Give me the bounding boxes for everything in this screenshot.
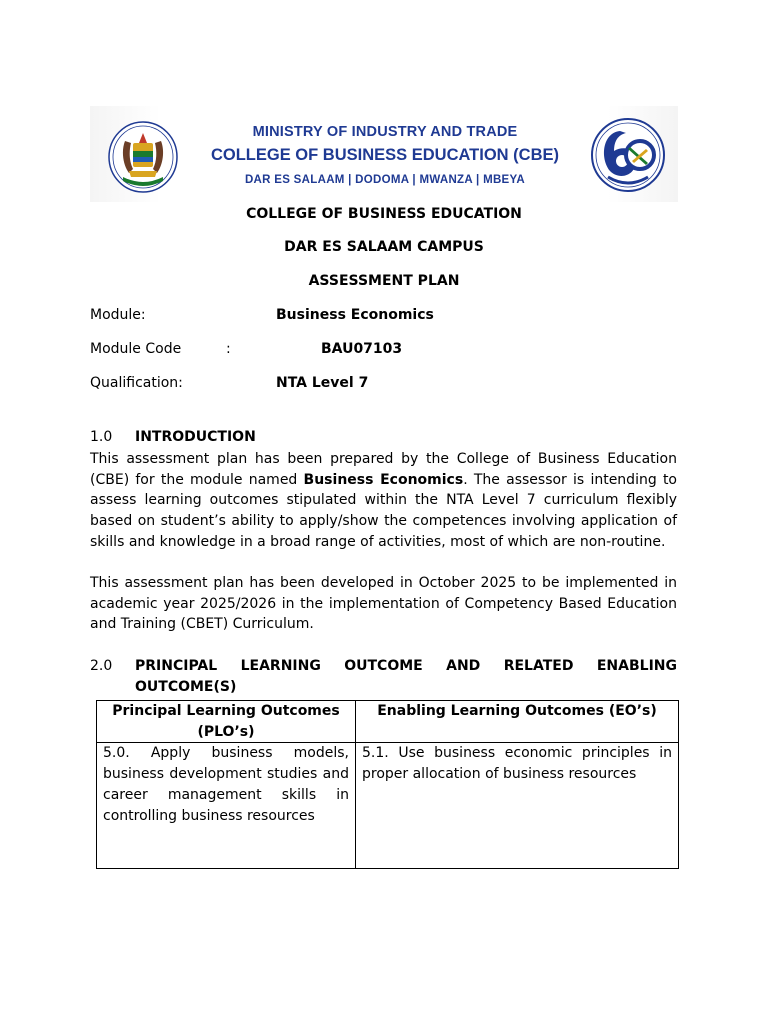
- eo-cell: 5.1. Use business economic principles in proper allocation of business resources: [356, 743, 679, 869]
- learning-outcomes-table: [96, 700, 679, 869]
- module-value: Business Economics: [276, 307, 434, 323]
- eo-column-header: Enabling Learning Outcomes (EO’s): [356, 701, 679, 743]
- coat-of-arms-icon: [107, 121, 179, 193]
- table-row: [97, 743, 679, 869]
- banner-campuses: DAR ES SALAAM | DODOMA | MWANZA | MBEYA: [244, 174, 526, 186]
- section-1-number: 1.0: [90, 429, 113, 445]
- intro-paragraph-1: [90, 449, 677, 553]
- title-college: COLLEGE OF BUSINESS EDUCATION: [246, 206, 522, 222]
- intro-p1-module-name: Business Economics: [303, 471, 464, 488]
- anniversary-emblem-icon: [590, 117, 666, 193]
- qualification-label: Qualification:: [90, 375, 183, 391]
- intro-paragraph-2: This assessment plan has been developed in October 2025 to be implemented in academic year 2025/2026 in the implementation of Competency Based Education and Training (CBET) Curriculum.: [90, 575, 677, 633]
- table-header-row: [97, 701, 679, 743]
- qualification-value: NTA Level 7: [276, 375, 369, 391]
- intro-p1-text-start: This assessment plan has been prepared by the College of Business Education (CBE) for the module named: [90, 451, 677, 488]
- section-2-number: 2.0: [90, 658, 113, 674]
- banner-college-name: COLLEGE OF BUSINESS EDUCATION (CBE): [210, 146, 560, 164]
- section-2-title-line-2: OUTCOME(S): [135, 679, 237, 695]
- section-1-title: INTRODUCTION: [135, 429, 256, 445]
- intro-p1-text-end: . The assessor is intending to assess learning outcomes stipulated within the NTA Level 7 curriculum flexibly based on student’s ability to apply/show the competences involving application of skills and knowledge in a broad range of activities, most of which are non-routine.: [90, 471, 677, 550]
- module-code-label: Module Code: [90, 341, 182, 357]
- module-label: Module:: [90, 307, 146, 323]
- module-code-value: BAU07103: [321, 341, 403, 357]
- banner-ministry: MINISTRY OF INDUSTRY AND TRADE: [252, 124, 518, 140]
- plo-column-header: Principal Learning Outcomes (PLO’s): [97, 701, 356, 743]
- section-2-title-line-1: PRINCIPAL LEARNING OUTCOME AND RELATED ENABLING: [135, 658, 677, 674]
- title-assessment-plan: ASSESSMENT PLAN: [308, 273, 460, 289]
- title-campus: DAR ES SALAAM CAMPUS: [284, 239, 484, 255]
- module-code-separator: :: [226, 341, 231, 357]
- plo-cell: 5.0. Apply business models, business development studies and career management skills in controlling business resources: [97, 743, 356, 869]
